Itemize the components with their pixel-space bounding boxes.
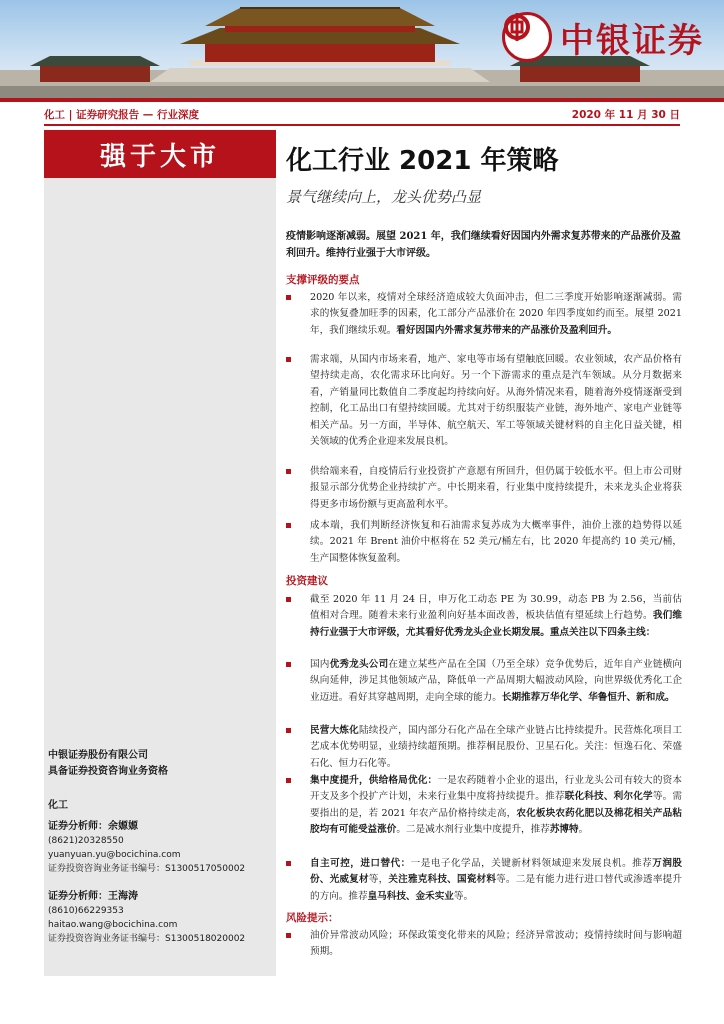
analyst-email[interactable]: haitao.wang@bocichina.com	[48, 920, 178, 930]
bullet-icon	[286, 469, 291, 474]
list-item: 2020 年以来，疫情对全球经济造成较大负面冲击，但二三季度开始影响逐渐减弱。需求的恢复叠加旺季的因素，化工部分产品涨价在 2020 年四季度如约而至。展望 2021 年，我们继续乐观。看好因国内外需求复苏带来的产品涨价及盈利回升。	[286, 290, 682, 339]
list-item: 截至 2020 年 11 月 24 日，申万化工动态 PE 为 30.99，动态 PB 为 2.56，当前估值相对合理。随着未来行业盈利向好基本面改善，板块估值有望延续上行趋势。我们维持行业强于大市评级，尤其看好优秀龙头企业长期发展。重点关注以下四条主线：	[286, 592, 682, 641]
analyst-cert: 证券投资咨询业务证书编号：S1300518020002	[48, 934, 246, 944]
analyst-title: 证券分析师：余嫄嫄	[48, 821, 138, 832]
bullet-icon	[286, 778, 291, 783]
report-category: 化工 | 证券研究报告 — 行业深度	[44, 109, 199, 121]
list-item: 民营大炼化陆续投产，国内部分石化产品在全球产业链占比持续提升。民营炼化项目工艺成本优势明显，业绩持续超预期。推荐桐昆股份、卫星石化。关注：恒逸石化、荣盛石化、恒力石化等。	[286, 723, 682, 772]
bullet-icon	[286, 728, 291, 733]
analyst-title: 证券分析师：王海涛	[48, 891, 138, 902]
section-heading-investment: 投资建议	[286, 575, 328, 587]
boc-logo-icon	[502, 12, 552, 62]
report-date: 2020 年 11 月 30 日	[571, 109, 680, 121]
list-item: 成本端，我们判断经济恢复和石油需求复苏成为大概率事件，油价上涨的趋势得以延续。2021 年 Brent 油价中枢将在 52 美元/桶左右，比 2020 年提高约 10 美元/桶，生产国整体恢复盈利。	[286, 518, 682, 567]
analyst-email[interactable]: yuanyuan.yu@bocichina.com	[48, 850, 181, 860]
analyst-phone: (8621)20328550	[48, 836, 124, 846]
analyst-1	[48, 820, 245, 876]
page-title: 化工行业 2021 年策略	[286, 146, 559, 176]
bullet-icon	[286, 662, 291, 667]
industry-label: 化工	[48, 800, 68, 811]
list-item: 需求端，从国内市场来看，地产、家电等市场有望触底回暖。农业领域，农产品价格有望持续走高，农化需求环比向好。另一个下游需求的重点是汽车领域。从分月数据来看，产销量同比数值自二季度起均持续向好。从海外情况来看，随着海外疫情逐渐受到控制，化工品出口有望持续回暖。尤其对于纺织服装产业链，海外地产、家电产业链等相关产品。另一方面，半导体、航空航天、军工等领域关键材料的自主化日益关键，相关领域的优秀企业迎来发展良机。	[286, 352, 682, 450]
list-item: 国内优秀龙头公司在建立某些产品在全国（乃至全球）竞争优势后，近年自产业链横向纵向延伸，涉足其他领域产品，降低单一产品周期大幅波动风险，向世界级优秀化工企业迈进。看好其穿越周期，走向全球的能力。长期推荐万华化学、华鲁恒升、新和成。	[286, 657, 682, 706]
page-subtitle: 景气继续向上，龙头优势凸显	[286, 188, 482, 206]
bullet-icon	[286, 861, 291, 866]
sidebar	[44, 130, 276, 976]
company-info	[48, 748, 168, 780]
bullet-icon	[286, 295, 291, 300]
bullet-icon	[286, 597, 291, 602]
company-qualification: 具备证券投资咨询业务资格	[48, 766, 168, 777]
lead-summary: 疫情影响逐渐减弱。展望 2021 年，我们继续看好因国内外需求复苏带来的产品涨价及盈利回升。维持行业强于大市评级。	[286, 231, 681, 259]
brand-logo	[502, 12, 704, 62]
bullet-icon	[286, 523, 291, 528]
analyst-2	[48, 890, 245, 946]
analyst-phone: (8610)66229353	[48, 906, 124, 916]
list-item: 集中度提升，供给格局优化：一是农药随着小企业的退出，行业龙头公司有较大的资本开支及多个投扩产计划，未来行业集中度将持续提升。推荐联化科技、利尔化学等。需要指出的是，若 2021 年农产品价格持续走高，农化板块农药化肥以及棉花相关产品粘胶均有可能受益涨价。二是减水剂行业集中度提升，推荐苏博特。	[286, 773, 682, 839]
company-name: 中银证券股份有限公司	[48, 750, 148, 761]
list-item: 油价异常波动风险；环保政策变化带来的风险；经济异常波动；疫情持续时间与影响超预期。	[286, 928, 682, 961]
section-heading-risk: 风险提示：	[286, 912, 339, 924]
report-meta-bar	[44, 104, 680, 126]
list-item: 自主可控，进口替代：一是电子化学品，关键新材料领域迎来发展良机。推荐万润股份、光威复材等，关注雅克科技、国瓷材料等。二是有能力进行进口替代或渗透率提升的方向。推荐皇马科技、金禾实业等。	[286, 856, 682, 905]
list-item: 供给端来看，自疫情后行业投资扩产意愿有所回升，但仍属于较低水平。但上市公司财报显示部分优势企业持续扩产。中长期来看，行业集中度持续提升，未来龙头企业将获得更多市场份额与更高盈利水平。	[286, 464, 682, 513]
bullet-icon	[286, 933, 291, 938]
header-rule	[0, 98, 724, 102]
section-heading-rating-points: 支撑评级的要点	[286, 274, 360, 286]
header-banner	[0, 0, 724, 98]
rating-badge: 强于大市	[44, 130, 276, 178]
brand-name: 中银证券	[560, 20, 704, 61]
bullet-icon	[286, 357, 291, 362]
analyst-cert: 证券投资咨询业务证书编号：S1300517050002	[48, 864, 246, 874]
